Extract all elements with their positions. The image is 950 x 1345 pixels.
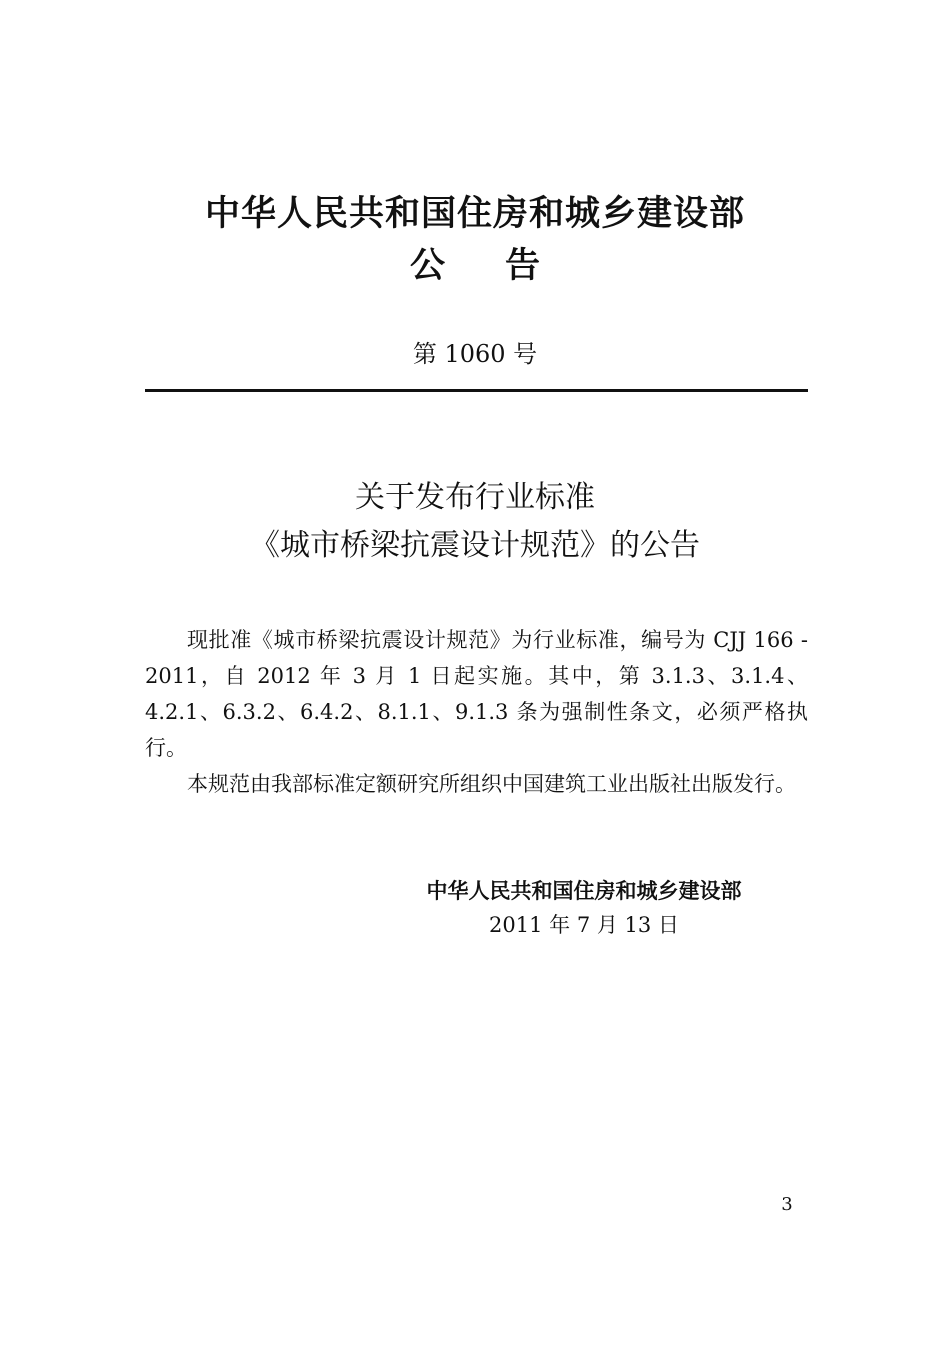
body-paragraph-1: 现批准《城市桥梁抗震设计规范》为行业标准，编号为 CJJ 166 - 2011，自 2012 年 3 月 1 日起实施。其中，第 3.1.3、3.1.4、4.2.1、6.3.2、6.4.2、8.1.1、9.1.3 条为强制性条文，必须严格执行。 [145,628,808,760]
subject-line-2: 《城市桥梁抗震设计规范》的公告 [250,528,700,563]
page-number: 3 [781,1194,793,1215]
document-number: 第 1060 号 [412,340,538,368]
subject-line-1: 关于发布行业标准 [355,480,595,515]
subject-heading [0,476,950,568]
header-divider [145,389,808,392]
signature-date: 2011 年 7 月 13 日 [489,913,679,937]
announcement-body [145,622,808,802]
signature-issuer: 中华人民共和国住房和城乡建设部 [426,879,742,903]
issuer-title: 中华人民共和国住房和城乡建设部 [204,194,745,234]
announcement-heading: 公告 [409,246,600,286]
body-paragraph-2: 本规范由我部标准定额研究所组织中国建筑工业出版社出版发行。 [187,772,796,796]
